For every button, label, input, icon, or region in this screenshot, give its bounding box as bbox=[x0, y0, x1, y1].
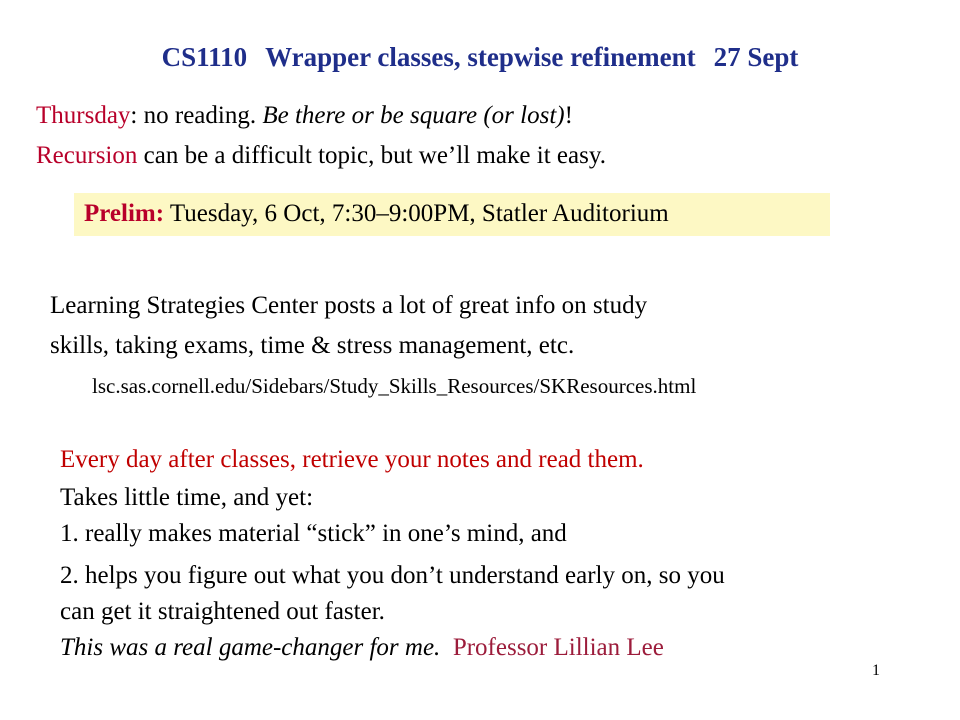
thursday-label: Thursday bbox=[36, 102, 131, 129]
lsc-line-1: Learning Strategies Center posts a lot of great info on study bbox=[50, 292, 648, 319]
prelim-text: Tuesday, 6 Oct, 7:30–9:00PM, Statler Auditorium bbox=[164, 200, 669, 227]
prelim-label: Prelim: bbox=[84, 200, 165, 227]
thursday-italic: Be there or be square (or lost) bbox=[262, 102, 565, 129]
thursday-text: : no reading. bbox=[130, 102, 263, 129]
slide-title bbox=[0, 42, 960, 73]
prelim-line bbox=[84, 200, 669, 228]
notes-quote-line bbox=[60, 634, 664, 662]
recursion-text: can be a difficult topic, but we’ll make it easy. bbox=[137, 142, 606, 169]
notes-line-5: can get it straightened out faster. bbox=[60, 598, 385, 625]
lsc-line-2: skills, taking exams, time & stress management, etc. bbox=[50, 332, 575, 359]
notes-line-4: 2. helps you figure out what you don’t understand early on, so you bbox=[60, 562, 725, 589]
recursion-label: Recursion bbox=[36, 142, 138, 169]
notes-line-3: 1. really makes material “stick” in one’s mind, and bbox=[60, 520, 567, 547]
recursion-line bbox=[36, 142, 606, 170]
notes-line-1: Every day after classes, retrieve your notes and read them. bbox=[60, 446, 644, 473]
notes-quote: This was a real game-changer for me. bbox=[60, 634, 441, 661]
slide-number: 1 bbox=[872, 662, 880, 679]
lsc-url-link[interactable]: lsc.sas.cornell.edu/Sidebars/Study_Skills_Resources/SKResources.html bbox=[92, 374, 697, 398]
title-date: 27 Sept bbox=[713, 42, 799, 72]
title-course: CS1110 bbox=[161, 42, 248, 72]
title-topic: Wrapper classes, stepwise refinement bbox=[265, 42, 696, 72]
thursday-end: ! bbox=[564, 102, 573, 129]
notes-line-2: Takes little time, and yet: bbox=[60, 484, 314, 511]
notes-attribution: Professor Lillian Lee bbox=[452, 634, 664, 661]
thursday-line bbox=[36, 102, 573, 130]
